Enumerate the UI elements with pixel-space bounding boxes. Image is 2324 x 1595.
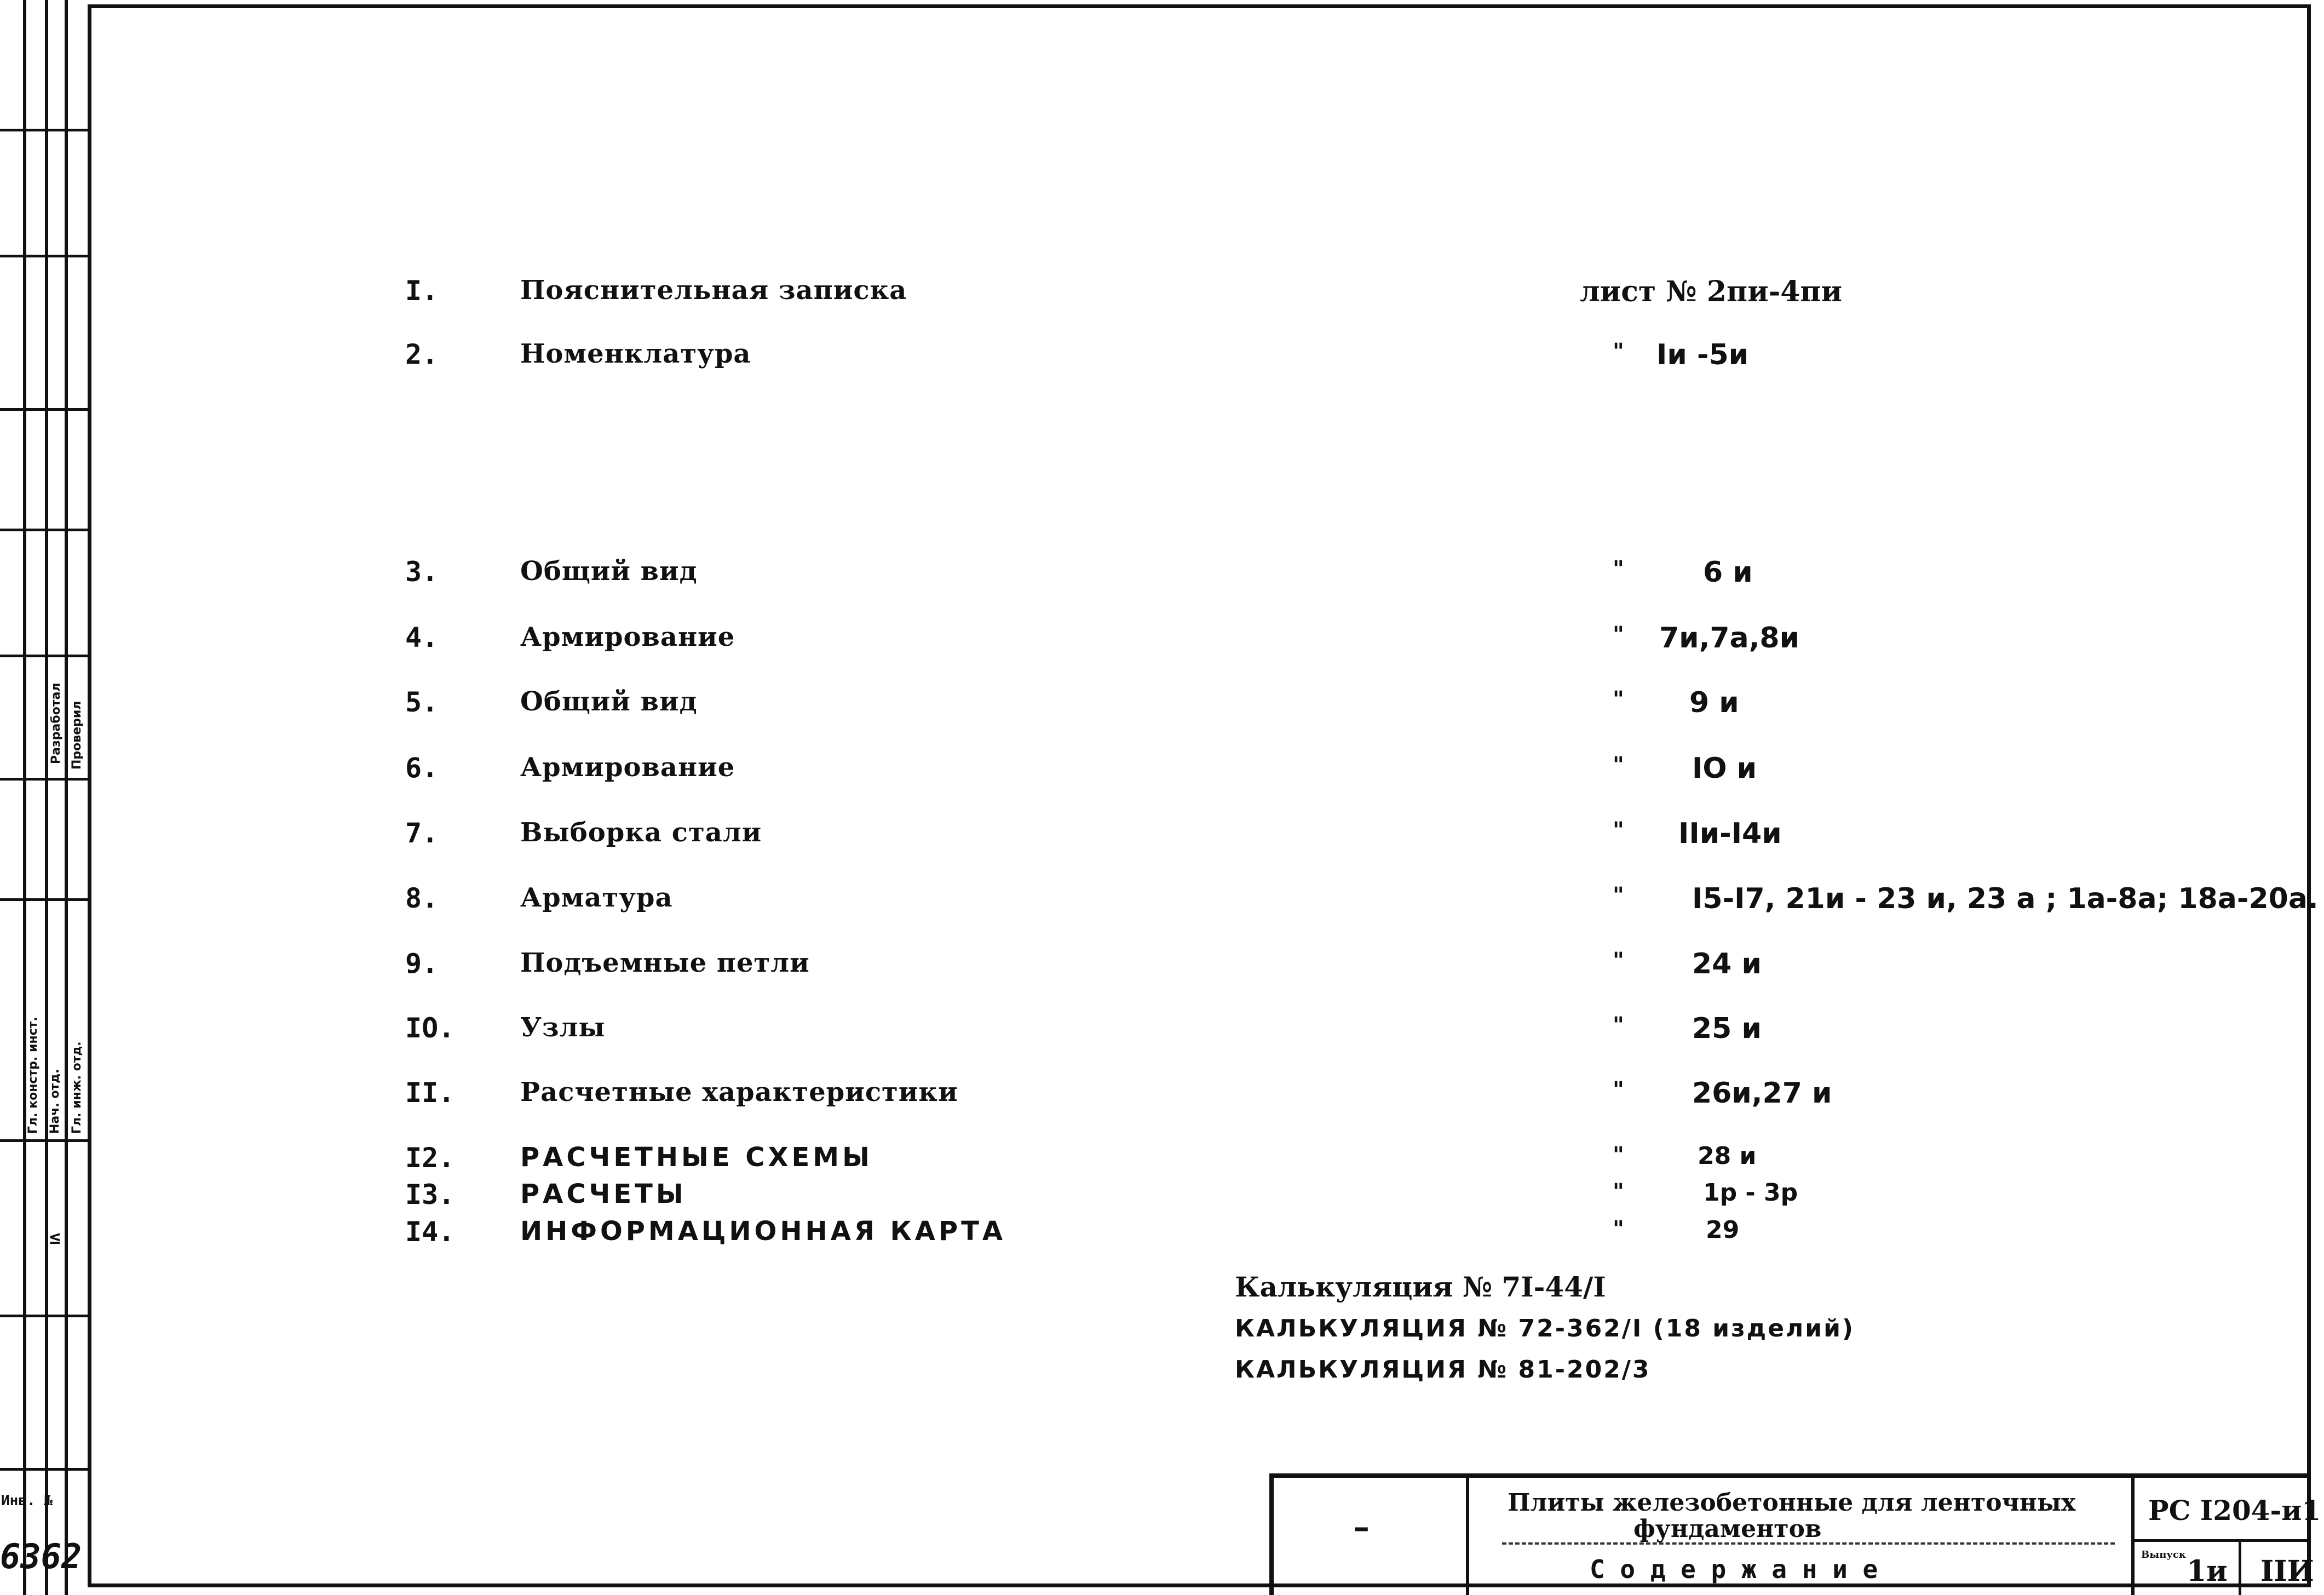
item-number: IO. bbox=[405, 1012, 455, 1044]
item-sheets: I5-I7, 21и - 23 и, 23 а ; 1а-8а; 18а-20а. bbox=[1692, 882, 2319, 915]
list-item bbox=[0, 275, 2324, 319]
list-item bbox=[0, 686, 2324, 730]
side-marker: ≤ bbox=[49, 1227, 61, 1249]
calculation-line: КАЛЬКУЛЯЦИЯ № 81-202/3 bbox=[1235, 1356, 1651, 1384]
item-number: I3. bbox=[405, 1179, 455, 1210]
tb-code-cell bbox=[2135, 1478, 2321, 1595]
list-item bbox=[0, 1012, 2324, 1056]
ditto-mark: " bbox=[1613, 1142, 1624, 1168]
drawing-frame bbox=[88, 4, 2311, 1587]
product-name-line1: Плиты железобетонные для ленточных bbox=[1508, 1489, 2076, 1517]
ditto-mark: " bbox=[1613, 338, 1624, 364]
item-title: Выборка стали bbox=[520, 817, 762, 848]
item-title: Армирование bbox=[520, 622, 735, 652]
label-checked: Проверил bbox=[70, 701, 84, 770]
item-sheets: IIи-I4и bbox=[1678, 817, 1782, 850]
ditto-mark: " bbox=[1613, 1216, 1624, 1242]
item-sheets: 24 и bbox=[1692, 948, 1762, 980]
list-item bbox=[0, 556, 2324, 600]
list-item bbox=[0, 1077, 2324, 1121]
sheet-title: С о д е р ж а н и е bbox=[1590, 1554, 1878, 1584]
item-sheets: IO и bbox=[1692, 752, 1757, 785]
item-sheets: 9 и bbox=[1689, 686, 1739, 719]
ditto-mark: " bbox=[1613, 686, 1624, 712]
calculation-line: КАЛЬКУЛЯЦИЯ № 72-362/I (18 изделий) bbox=[1235, 1315, 1855, 1342]
tb-dash: – bbox=[1353, 1508, 1370, 1546]
doc-code: РС I204-и1 bbox=[2148, 1494, 2321, 1527]
item-title: Общий вид bbox=[520, 556, 698, 587]
item-number: I2. bbox=[405, 1142, 455, 1174]
item-number: II. bbox=[405, 1077, 455, 1109]
item-number: 8. bbox=[405, 882, 439, 914]
item-title: РАСЧЕТНЫЕ СХЕМЫ bbox=[520, 1142, 873, 1173]
item-title: Арматура bbox=[520, 882, 673, 913]
ditto-mark: " bbox=[1613, 1012, 1624, 1038]
item-sheets: 1р - 3р bbox=[1703, 1179, 1798, 1207]
list-item bbox=[0, 338, 2324, 382]
list-item bbox=[0, 948, 2324, 991]
list-item bbox=[0, 817, 2324, 861]
item-number: 5. bbox=[405, 686, 439, 718]
item-number: 6. bbox=[405, 752, 439, 784]
ditto-mark: " bbox=[1613, 622, 1624, 647]
item-sheets: 25 и bbox=[1692, 1012, 1762, 1045]
ditto-mark: " bbox=[1613, 817, 1624, 843]
item-number: I4. bbox=[405, 1216, 455, 1248]
item-number: I. bbox=[405, 275, 439, 307]
list-item bbox=[0, 882, 2324, 926]
item-sheets: лист № 2пи-4пи bbox=[1580, 275, 1843, 308]
item-number: 9. bbox=[405, 948, 439, 979]
item-number: 4. bbox=[405, 622, 439, 653]
ditto-mark: " bbox=[1613, 556, 1624, 582]
item-title: РАСЧЕТЫ bbox=[520, 1179, 687, 1209]
item-number: 3. bbox=[405, 556, 439, 588]
item-title: Общий вид bbox=[520, 686, 698, 717]
label-head-dept: Нач. отд. bbox=[48, 1069, 62, 1134]
item-number: 7. bbox=[405, 817, 439, 849]
item-title: Расчетные характеристики bbox=[520, 1077, 958, 1108]
item-title: Пояснительная записка bbox=[520, 275, 907, 306]
side-strip bbox=[0, 0, 88, 1595]
tb-name-cell bbox=[1469, 1478, 2135, 1595]
page-number: IIИ bbox=[2260, 1554, 2314, 1588]
item-title: ИНФОРМАЦИОННАЯ КАРТА bbox=[520, 1216, 1006, 1247]
item-number: 2. bbox=[405, 338, 439, 370]
list-item bbox=[0, 622, 2324, 665]
item-sheets: Iи -5и bbox=[1656, 338, 1749, 371]
item-sheets: 6 и bbox=[1703, 556, 1753, 589]
ditto-mark: " bbox=[1613, 1077, 1624, 1103]
archive-number: 6362 bbox=[0, 1536, 82, 1576]
list-item bbox=[0, 1216, 2324, 1260]
item-title: Армирование bbox=[520, 752, 735, 783]
title-block bbox=[1269, 1473, 2321, 1595]
item-sheets: 29 bbox=[1706, 1216, 1740, 1244]
label-chief-designer: Гл. констр. инст. bbox=[26, 1017, 40, 1134]
list-item bbox=[0, 752, 2324, 796]
ditto-mark: " bbox=[1613, 882, 1624, 908]
item-title: Подъемные петли bbox=[520, 948, 810, 978]
ditto-mark: " bbox=[1613, 1179, 1624, 1204]
label-chief-engineer: Гл. инж. отд. bbox=[70, 1041, 84, 1134]
calculation-line: Калькуляция № 7I-44/I bbox=[1235, 1271, 1606, 1303]
item-title: Номенклатура bbox=[520, 338, 751, 369]
label-developed: Разработал bbox=[49, 682, 63, 764]
item-sheets: 28 и bbox=[1698, 1142, 1757, 1170]
item-sheets: 26и,27 и bbox=[1692, 1077, 1832, 1110]
issue-label: Выпуск bbox=[2141, 1549, 2186, 1560]
archive-label: Инв. № bbox=[1, 1493, 53, 1509]
ditto-mark: " bbox=[1613, 948, 1624, 973]
product-name-line2: фундаментов bbox=[1633, 1515, 1822, 1543]
issue-number: 1и bbox=[2187, 1554, 2228, 1588]
tb-dash-cell bbox=[1274, 1478, 1469, 1595]
ditto-mark: " bbox=[1613, 752, 1624, 778]
item-sheets: 7и,7а,8и bbox=[1659, 622, 1800, 655]
item-title: Узлы bbox=[520, 1012, 606, 1043]
